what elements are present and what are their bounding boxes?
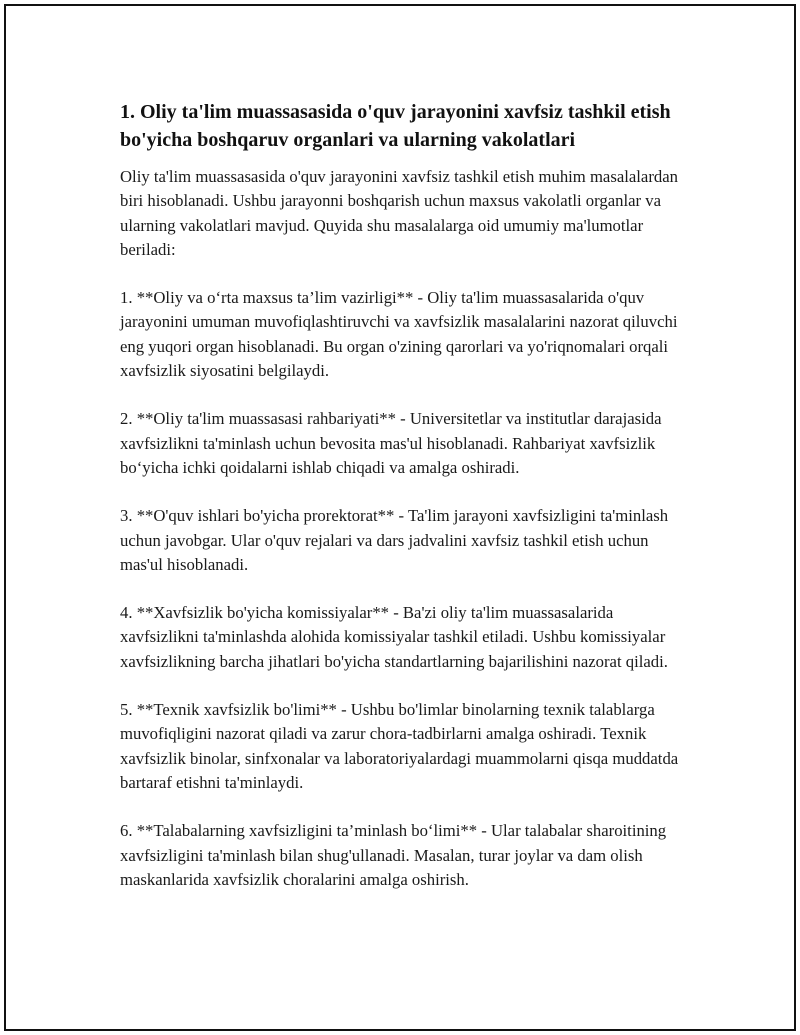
intro-paragraph: Oliy ta'lim muassasasida o'quv jarayonini xavfsiz tashkil etish muhim masalalardan biri hisoblanadi. Ushbu jarayonni boshqarish uchun maxsus vakolatli organlar va ularning vakolatlari mavjud. Quyida shu masalalarga oid umumiy ma'lumotlar beriladi: [120,167,678,259]
list-item-6: 6. **Talabalarning xavfsizligini ta’minlash bo‘limi** - Ular talabalar sharoitining xavfsizligini ta'minlash bilan shug'ullanadi. Masalan, turar joylar va dam olish maskanlarida xavfsizlik choralarini amalga oshirish. [120,821,667,889]
document-title: 1. Oliy ta'lim muassasasida o'quv jarayonini xavfsiz tashkil etish bo'yicha boshqaruv organlari va ularning vakolatlari [120,101,671,151]
list-item-5: 5. **Texnik xavfsizlik bo'limi** - Ushbu bo'limlar binolarning texnik talablarga muvofiqligini nazorat qiladi va zarur chora-tadbirlarni amalga oshiradi. Texnik xavfsizlik binolar, sinfxonalar va laboratoriyalardagi muammolarni qisqa muddatda bartaraf etishni ta'minlaydi. [120,700,679,792]
list-item-3: 3. **O'quv ishlari bo'yicha prorektorat** - Ta'lim jarayoni xavfsizligini ta'minlash uchun javobgar. Ular o'quv rejalari va dars jadvalini xavfsiz tashkil etish uchun mas'ul hisoblanadi. [120,506,669,574]
list-item-2: 2. **Oliy ta'lim muassasasi rahbariyati** - Universitetlar va institutlar darajasida xavfsizlikni ta'minlash uchun bevosita mas'ul hisoblanadi. Rahbariyat xavfsizlik bo‘yicha ichki qoidalarni ishlab chiqadi va amalga oshiradi. [120,409,662,477]
page-frame [4,4,796,1031]
document-body [120,98,680,916]
list-item-4: 4. **Xavfsizlik bo'yicha komissiyalar** - Ba'zi oliy ta'lim muassasalarida xavfsizlikni ta'minlashda alohida komissiyalar tashkil etiladi. Ushbu komissiyalar xavfsizlikning barcha jihatlari bo'yicha standartlarning bajarilishini nazorat qiladi. [120,603,668,671]
list-item-1: 1. **Oliy va o‘rta maxsus ta’lim vazirligi** - Oliy ta'lim muassasalarida o'quv jarayonini umuman muvofiqlashtiruvchi va xavfsizlik masalalarini nazorat qiluvchi eng yuqori organ hisoblanadi. Bu organ o'zining qarorlari va yo'riqnomalari orqali xavfsizlik siyosatini belgilaydi. [120,288,678,381]
